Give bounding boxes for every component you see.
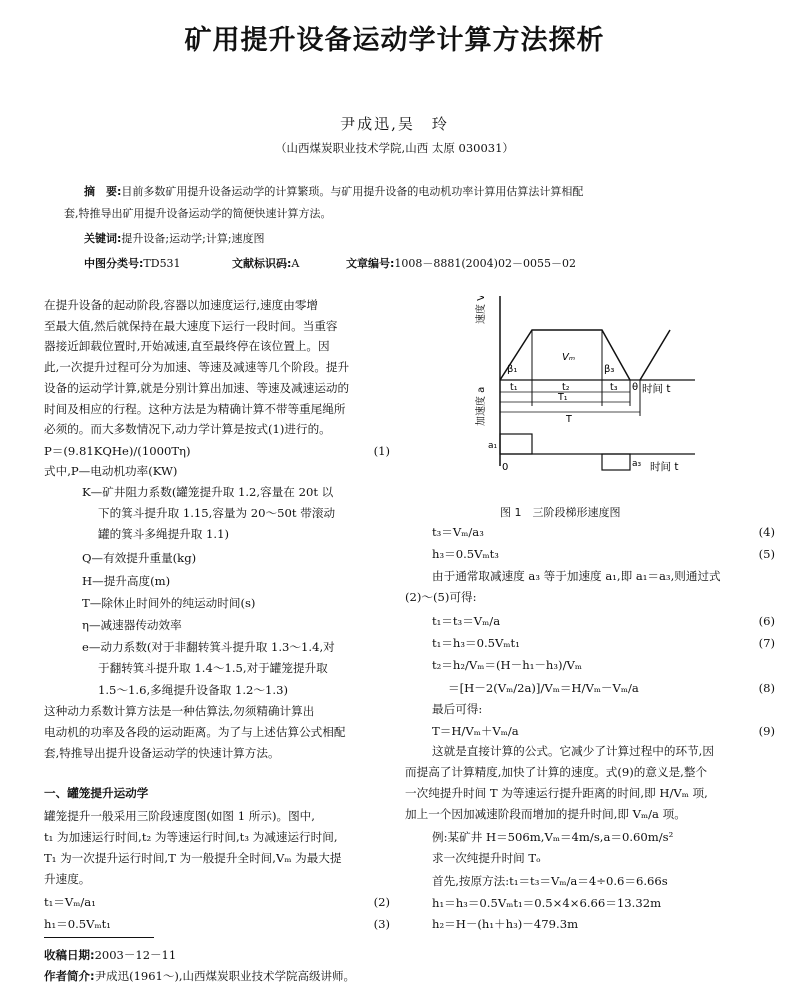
paragraph-line: 电动机的功率及各段的运动距离。为了与上述估算公式相配: [44, 725, 346, 739]
article-number: 文章编号:1008－8881(2004)02－0055－02: [346, 257, 576, 270]
clc-number: 中图分类号:TD531: [84, 257, 181, 270]
where-line: 式中,P—电动机功率(KW): [44, 464, 178, 478]
theta-label: θ: [632, 382, 639, 393]
a1-label: a₁: [488, 441, 498, 451]
paragraph-line: 时间及相应的行程。这种方法是为精确计算不带等重尾绳所: [44, 401, 346, 416]
definition-line: K—矿井阻力系数(罐笼提升取 1.2,容量在 20t 以: [82, 485, 334, 499]
paragraph-line: 至最大值,然后就保持在最大速度下运行一段时间。当重容: [44, 318, 338, 333]
paragraph-line: 加上一个因加减速阶段而增加的提升时间,即 Vₘ/a 项。: [405, 807, 686, 821]
example-line: 例:某矿井 H＝506m,Vₘ＝4m/s,a＝0.60m/s²: [432, 830, 674, 844]
definition-line: T—除休止时间外的纯运动时间(s): [82, 596, 256, 610]
a3-label: a₃: [632, 459, 642, 469]
paragraph-line: 套,特推导出提升设备运动学的快速计算方法。: [44, 746, 280, 760]
v-axis-label: 速度 V: [476, 296, 487, 324]
t1-label: t₁: [510, 382, 518, 393]
definition-line: η—减速器传动效率: [82, 618, 182, 632]
equation-number: (3): [373, 917, 390, 931]
equation-number: (6): [758, 614, 775, 628]
time-label-lower: 时间 t: [650, 461, 679, 473]
t3-label: t₃: [610, 382, 618, 393]
t2-label: t₂: [562, 382, 570, 393]
beta3-label: β₃: [604, 364, 615, 375]
paragraph-line: t₁ 为加速运行时间,t₂ 为等速运行时间,t₃ 为减速运行时间,: [44, 830, 338, 844]
paragraph-line: 这就是直接计算的公式。它减少了计算过程中的环节,因: [432, 744, 714, 758]
equation-number: (7): [758, 636, 775, 650]
equation-number: (9): [758, 724, 775, 738]
example-line: h₁＝h₃＝0.5Vₘt₁＝0.5×4×6.66＝13.32m: [432, 896, 662, 910]
equation-8b: ＝[H－2(Vₘ/2a)]/Vₘ＝H/Vₘ－Vₘ/a: [448, 681, 639, 695]
figure-caption: 图 1 三阶段梯形速度图: [500, 506, 621, 519]
origin-label: 0: [502, 462, 509, 473]
received-date: 收稿日期:2003－12－11: [44, 948, 177, 962]
equation-number: (8): [758, 681, 775, 695]
abstract-line-2: 套,特推导出矿用提升设备运动学的简便快速计算方法。: [64, 207, 332, 220]
paragraph-line: 由于通常取减速度 a₃ 等于加速度 a₁,即 a₁＝a₃,则通过式: [432, 569, 721, 583]
definition-line: e—动力系数(对于非翻转箕斗提升取 1.3～1.4,对: [82, 640, 335, 654]
equation-number: (1): [373, 444, 390, 458]
document-code: 文献标识码:A: [232, 257, 300, 270]
author-bio: 作者简介:尹成迅(1961～),山西煤炭职业技术学院高级讲师。: [44, 969, 356, 983]
paragraph-line: 设备的运动学计算,就是分别计算出加速、等速及减速运动的: [44, 380, 350, 395]
equation-4: t₃＝Vₘ/a₃: [432, 525, 484, 539]
equation-number: (2): [373, 895, 390, 909]
example-line: h₂＝H－(h₁＋h₃)－479.3m: [432, 917, 579, 931]
footnote-rule: [44, 937, 154, 938]
abstract-label: 摘 要:: [84, 185, 122, 198]
paragraph-line: 在提升设备的起动阶段,容器以加速度运行,速度由零增: [44, 298, 319, 312]
example-line: 首先,按原方法:t₁＝t₃＝Vₘ/a＝4÷0.6＝6.66s: [432, 874, 668, 888]
equation-8a: t₂＝h₂/Vₘ＝(H－h₁－h₃)/Vₘ: [432, 658, 582, 672]
equation-2: t₁＝Vₘ/a₁: [44, 895, 96, 909]
paragraph-line: (2)～(5)可得:: [405, 590, 477, 604]
equation-number: (5): [758, 547, 775, 561]
section-heading: 一、罐笼提升运动学: [44, 786, 149, 800]
paragraph-line: 罐笼提升一般采用三阶段速度图(如图 1 所示)。图中,: [44, 809, 315, 823]
left-column: [44, 295, 390, 935]
equation-3: h₁＝0.5Vₘt₁: [44, 917, 111, 931]
paragraph-line: T₁ 为一次提升运行时间,T 为一般提升全时间,Vₘ 为最大提: [44, 851, 342, 865]
speed-diagram: [470, 296, 695, 496]
equation-7: t₁＝h₃＝0.5Vₘt₁: [432, 636, 520, 650]
beta1-label: β₁: [507, 364, 518, 375]
example-line: 求一次纯提升时间 Tₒ: [432, 851, 541, 865]
a-axis-label: 加速度 a: [476, 386, 487, 426]
decel-block: [602, 454, 630, 470]
abstract-line-1: 摘 要:目前多数矿用提升设备运动学的计算繁琐。与矿用提升设备的电动机功率计算用估算法计算相配: [84, 185, 584, 198]
authors: 尹成迅,吴 玲: [340, 115, 449, 133]
definition-line: 罐的箕斗多绳提升取 1.1): [98, 527, 229, 541]
definition-line: 1.5～1.6,多绳提升设备取 1.2～1.3): [98, 683, 288, 697]
next-cycle-line: [640, 330, 670, 380]
vm-label: Vₘ: [562, 352, 576, 363]
equation-6: t₁＝t₃＝Vₘ/a: [432, 614, 501, 628]
keywords: 关键词:提升设备;运动学;计算;速度图: [84, 232, 265, 245]
equation-number: (4): [758, 525, 775, 539]
paragraph-line: 器接近卸载位置时,开始减速,直至最终停在该位置上。因: [44, 339, 330, 354]
speed-diagram-svg: [470, 296, 695, 496]
last-obtain: 最后可得:: [432, 702, 483, 716]
accel-block: [500, 434, 532, 454]
T-label: T: [566, 414, 572, 425]
equation-5: h₃＝0.5Vₘt₃: [432, 547, 499, 561]
affiliation: （山西煤炭职业技术学院,山西 太原 030031）: [275, 141, 514, 155]
paragraph-line: 此,一次提升过程可分为加速、等速及减速等几个阶段。提升: [44, 360, 350, 375]
keywords-label: 关键词:: [84, 232, 122, 245]
equation-1: P＝(9.81KQHe)/(1000Tη): [44, 444, 191, 458]
T1-label: T₁: [558, 392, 568, 403]
paragraph-line: 必须的。而大多数情况下,动力学计算是按式(1)进行的。: [44, 422, 331, 437]
definition-line: H—提升高度(m): [82, 574, 171, 588]
paragraph-line: 一次纯提升时间 T 为等速运行提升距离的时间,即 H/Vₘ 项,: [405, 786, 708, 800]
time-label-upper: 时间 t: [642, 383, 671, 395]
definition-line: 于翻转箕斗提升取 1.4～1.5,对于罐笼提升取: [98, 661, 328, 675]
paragraph-line: 而提高了计算精度,加快了计算的速度。式(9)的意义是,整个: [405, 765, 708, 779]
paragraph-line: 升速度。: [44, 872, 91, 886]
equation-9: T＝H/Vₘ＋Vₘ/a: [432, 724, 519, 738]
page-title: 矿用提升设备运动学计算方法探析: [184, 25, 605, 56]
definition-line: 下的箕斗提升取 1.15,容量为 20～50t 带滚动: [98, 506, 336, 520]
right-column: [405, 522, 775, 932]
paragraph-line: 这种动力系数计算方法是一种估算法,勿须精确计算出: [44, 704, 315, 718]
definition-line: Q—有效提升重量(kg): [82, 551, 197, 565]
